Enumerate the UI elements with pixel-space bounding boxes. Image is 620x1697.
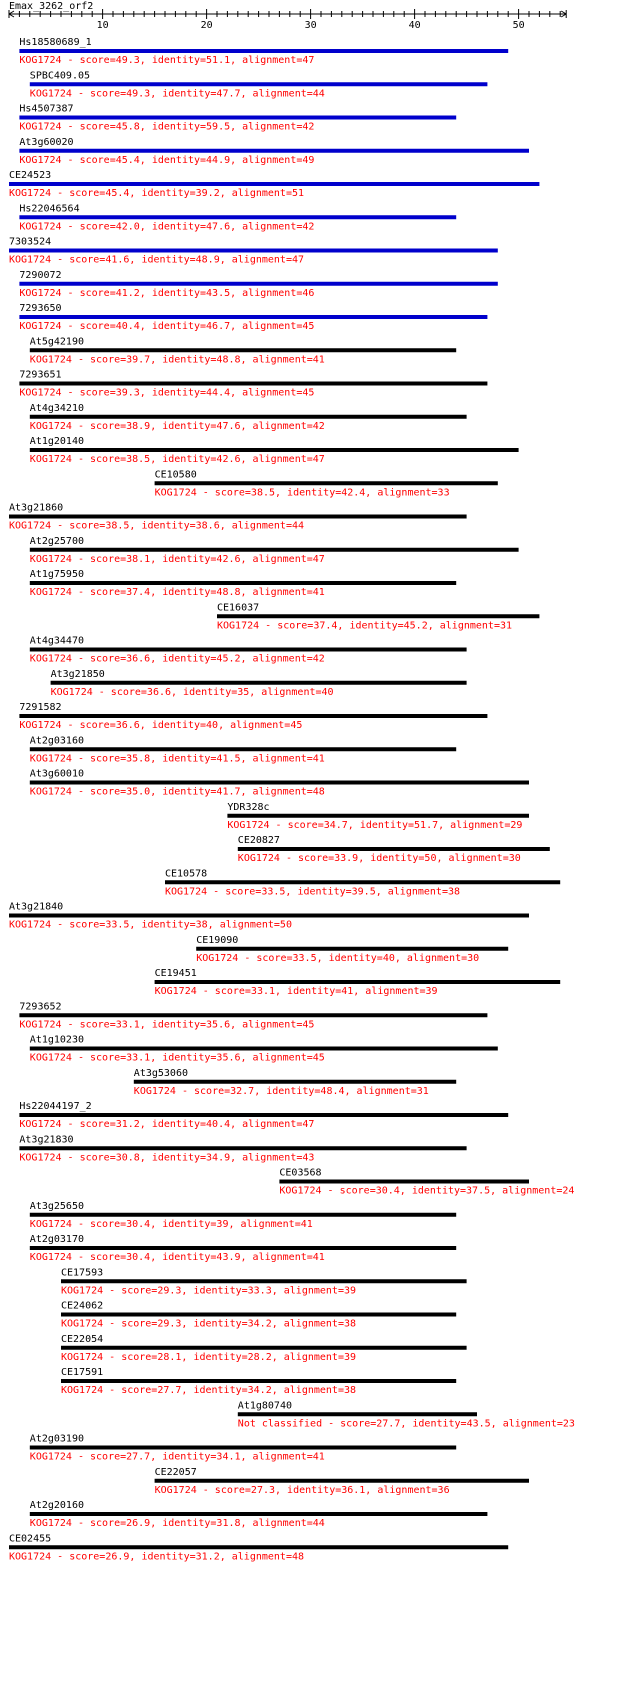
hit-bar [9, 182, 539, 186]
hit-bar [155, 980, 561, 984]
hit-name: SPBC409.05 [29, 70, 91, 82]
query-label: Emax_3262_orf2 [9, 1, 94, 12]
axis-tick-label: 10 [96, 20, 109, 31]
hit-row [30, 436, 519, 465]
hit-row [217, 602, 539, 631]
hit-description: KOG1724 - score=26.9, identity=31.8, alignment=44 [29, 1518, 325, 1529]
hit-name: 7293652 [19, 1001, 62, 1013]
hit-row [155, 968, 561, 997]
hit-bar [30, 581, 456, 585]
hit-name: At1g10230 [29, 1034, 84, 1046]
hit-name: CE17591 [61, 1367, 104, 1378]
hit-description: KOG1724 - score=49.3, identity=47.7, alignment=44 [29, 88, 325, 100]
hit-name: At4g34210 [29, 402, 84, 414]
axis-tick-label: 30 [304, 20, 317, 31]
hit-name: At1g20140 [29, 436, 84, 447]
hit-bar [19, 149, 529, 153]
hit-row [279, 1168, 574, 1197]
hit-description: KOG1724 - score=26.9, identity=31.2, alignment=48 [9, 1551, 305, 1563]
hit-name: CE22054 [61, 1333, 104, 1345]
hit-name: CE02455 [9, 1533, 52, 1545]
hit-description: KOG1724 - score=33.5, identity=40, alignment=30 [196, 952, 480, 964]
hit-row [61, 1367, 456, 1396]
axis-tick-label: 50 [512, 20, 525, 31]
hit-bar [19, 1013, 487, 1017]
hit-row [19, 137, 529, 166]
hit-row [238, 835, 550, 864]
hit-bar [9, 249, 498, 253]
hit-bar [30, 1446, 456, 1450]
hit-description: KOG1724 - score=45.8, identity=59.5, alignment=42 [19, 121, 315, 133]
hit-name: At3g21850 [50, 668, 105, 680]
hit-description: KOG1724 - score=39.3, identity=44.4, alignment=45 [19, 387, 315, 399]
hit-name: At5g42190 [29, 336, 84, 348]
hit-row [30, 569, 456, 598]
hit-bar [19, 315, 487, 319]
hit-name: 7293651 [19, 369, 62, 381]
hit-row [9, 170, 539, 199]
hit-row [30, 1035, 498, 1064]
hit-row [134, 1068, 456, 1097]
hit-row [9, 503, 467, 532]
hit-name: At3g25650 [29, 1200, 84, 1212]
hit-row [19, 104, 456, 133]
hit-description: KOG1724 - score=30.4, identity=39, alignment=41 [29, 1218, 313, 1230]
hit-description: KOG1724 - score=37.4, identity=48.8, alignment=41 [29, 587, 325, 598]
hit-bar [30, 648, 467, 652]
hit-name: 7290072 [19, 269, 62, 281]
hit-name: 7293650 [19, 303, 62, 314]
hit-name: At3g60010 [29, 768, 84, 780]
hit-name: At2g03160 [29, 735, 84, 747]
hit-description: KOG1724 - score=27.7, identity=34.1, alignment=41 [29, 1451, 325, 1463]
hit-description: Not classified - score=27.7, identity=43.5, alignment=23 [237, 1418, 575, 1430]
hit-name: At1g75950 [29, 569, 84, 580]
hit-row [19, 270, 497, 299]
hit-description: KOG1724 - score=38.5, identity=42.4, alignment=33 [154, 487, 450, 499]
hit-name: CE24523 [9, 170, 52, 181]
axis-tick-label: 20 [200, 20, 213, 31]
hit-row [30, 1500, 488, 1529]
hit-name: CE19090 [196, 934, 239, 946]
hit-bar [30, 448, 519, 452]
hit-name: At3g21840 [9, 901, 64, 913]
hit-row [30, 769, 529, 798]
hit-description: KOG1724 - score=38.9, identity=47.6, alignment=42 [29, 420, 325, 432]
hit-row [9, 1533, 508, 1562]
hit-description: KOG1724 - score=33.5, identity=39.5, alignment=38 [165, 886, 461, 898]
hit-description: KOG1724 - score=35.0, identity=41.7, alignment=48 [29, 786, 325, 798]
hit-name: At3g53060 [133, 1067, 188, 1079]
hit-description: KOG1724 - score=45.4, identity=44.9, alignment=49 [19, 154, 315, 166]
hit-bar [9, 914, 529, 918]
hit-description: KOG1724 - score=36.6, identity=40, alignment=45 [19, 720, 303, 731]
hit-row [9, 237, 498, 266]
hit-bar [30, 415, 467, 419]
hit-description: KOG1724 - score=30.4, identity=43.9, alignment=41 [29, 1252, 325, 1263]
hit-description: KOG1724 - score=27.3, identity=36.1, alignment=36 [154, 1484, 450, 1496]
hit-row [165, 868, 560, 897]
hit-row [9, 902, 529, 931]
hit-bar [19, 1146, 466, 1150]
hit-bar [30, 1047, 498, 1051]
hit-description: KOG1724 - score=34.7, identity=51.7, alignment=29 [227, 819, 523, 831]
hit-description: KOG1724 - score=29.3, identity=34.2, alignment=38 [61, 1318, 357, 1330]
hit-name: 7303524 [9, 236, 52, 248]
hit-bar [61, 1279, 467, 1283]
hit-name: CE24062 [61, 1300, 104, 1312]
hit-description: KOG1724 - score=38.5, identity=42.6, alignment=47 [29, 454, 325, 465]
hit-bar [30, 82, 488, 86]
hit-row [30, 735, 456, 764]
hit-name: CE19451 [154, 968, 197, 979]
hit-name: CE10578 [165, 868, 208, 880]
hit-name: CE22057 [154, 1466, 197, 1478]
hit-row [30, 403, 467, 432]
hit-row [30, 1201, 456, 1230]
hit-name: At2g25700 [29, 535, 84, 547]
hit-description: KOG1724 - score=33.1, identity=41, alignment=39 [154, 986, 438, 997]
hit-description: KOG1724 - score=36.6, identity=35, alignment=40 [50, 686, 334, 698]
hit-bar [30, 1213, 456, 1217]
hit-row [238, 1400, 575, 1429]
hit-bar [30, 1512, 488, 1516]
hit-bar [9, 515, 467, 519]
hit-bar [61, 1379, 456, 1383]
hit-name: 7291582 [19, 702, 62, 713]
hit-description: KOG1724 - score=38.5, identity=38.6, alignment=44 [9, 520, 305, 532]
hit-description: KOG1724 - score=30.4, identity=37.5, alignment=24 [279, 1185, 575, 1197]
hit-row [19, 303, 487, 332]
hit-description: KOG1724 - score=37.4, identity=45.2, alignment=31 [217, 620, 513, 632]
hit-name: At2g20160 [29, 1500, 84, 1511]
hit-bar [19, 282, 497, 286]
hit-description: KOG1724 - score=39.7, identity=48.8, alignment=41 [29, 354, 325, 366]
hit-bar [19, 714, 487, 718]
hit-bar [155, 481, 498, 485]
hit-name: Hs4507387 [19, 103, 74, 115]
hit-name: CE16037 [217, 602, 260, 614]
hit-description: KOG1724 - score=33.5, identity=38, alignment=50 [9, 919, 292, 931]
hit-row [155, 469, 498, 498]
hit-bar [165, 880, 560, 884]
hit-description: KOG1724 - score=36.6, identity=45.2, alignment=42 [29, 653, 325, 665]
hit-name: CE10580 [154, 469, 197, 481]
hit-name: CE17593 [61, 1267, 104, 1279]
hit-row [30, 1234, 456, 1263]
hit-description: KOG1724 - score=38.1, identity=42.6, alignment=47 [29, 553, 325, 565]
hit-row [19, 702, 487, 731]
hit-row [19, 1134, 466, 1163]
hit-bar [9, 1545, 508, 1549]
hit-bar [155, 1479, 529, 1483]
hit-bar [227, 814, 529, 818]
hit-bar [134, 1080, 456, 1084]
hit-name: At4g34470 [29, 635, 84, 647]
hit-description: KOG1724 - score=30.8, identity=34.9, alignment=43 [19, 1152, 315, 1164]
hit-bar [19, 116, 456, 120]
hit-row [19, 37, 508, 66]
hit-row [30, 536, 519, 565]
hit-bar [19, 215, 456, 219]
hit-description: KOG1724 - score=42.0, identity=47.6, alignment=42 [19, 221, 315, 233]
hit-description: KOG1724 - score=33.9, identity=50, alignment=30 [237, 853, 521, 864]
hit-description: KOG1724 - score=32.7, identity=48.4, alignment=31 [133, 1085, 429, 1097]
hit-bar [30, 781, 529, 785]
hit-description: KOG1724 - score=41.6, identity=48.9, alignment=47 [9, 254, 305, 266]
hit-bar [19, 49, 508, 53]
hit-row [19, 370, 487, 399]
hit-row [30, 70, 488, 99]
hit-row [19, 1101, 508, 1130]
hit-bar [30, 1246, 456, 1250]
hit-name: At2g03190 [29, 1433, 84, 1445]
axis [9, 9, 566, 31]
hit-row [30, 636, 467, 665]
hit-row [19, 203, 456, 232]
hit-bar [61, 1313, 456, 1317]
hit-bar [61, 1346, 467, 1350]
hit-bar [196, 947, 508, 951]
hit-row [227, 802, 529, 831]
hit-name: At3g21830 [19, 1134, 74, 1146]
hit-row [61, 1334, 467, 1363]
hit-bar [19, 1113, 508, 1117]
hit-bar [30, 548, 519, 552]
hit-description: KOG1724 - score=28.1, identity=28.2, alignment=39 [61, 1351, 357, 1363]
hit-name: At1g80740 [237, 1400, 292, 1412]
hit-description: KOG1724 - score=40.4, identity=46.7, alignment=45 [19, 321, 315, 332]
hit-name: Hs22046564 [19, 203, 80, 215]
hit-name: Hs18580689_1 [19, 37, 92, 48]
hit-bar [19, 382, 487, 386]
hit-name: CE03568 [279, 1167, 322, 1179]
hit-row [196, 935, 508, 964]
hit-bar [217, 614, 539, 618]
hit-description: KOG1724 - score=31.2, identity=40.4, alignment=47 [19, 1119, 315, 1130]
hit-name: CE20827 [237, 835, 280, 846]
hit-bar [279, 1180, 529, 1184]
hit-description: KOG1724 - score=49.3, identity=51.1, alignment=47 [19, 55, 315, 66]
hit-name: At3g60020 [19, 136, 74, 148]
hit-description: KOG1724 - score=29.3, identity=33.3, alignment=39 [61, 1285, 357, 1297]
hit-description: KOG1724 - score=45.4, identity=39.2, alignment=51 [9, 188, 305, 199]
hit-description: KOG1724 - score=27.7, identity=34.2, alignment=38 [61, 1385, 357, 1396]
hit-row [61, 1301, 456, 1330]
hit-row [51, 669, 467, 698]
hit-description: KOG1724 - score=33.1, identity=35.6, alignment=45 [19, 1019, 315, 1031]
hit-name: YDR328c [227, 801, 270, 813]
hit-name: At3g21860 [9, 502, 64, 514]
hit-row [30, 336, 456, 365]
hit-bar [238, 847, 550, 851]
hit-description: KOG1724 - score=33.1, identity=35.6, alignment=45 [29, 1052, 325, 1064]
hit-name: At2g03170 [29, 1234, 84, 1245]
hit-description: KOG1724 - score=41.2, identity=43.5, alignment=46 [19, 287, 315, 299]
hit-row [19, 1001, 487, 1030]
axis-tick-label: 40 [408, 20, 421, 31]
hit-row [155, 1467, 529, 1496]
hit-bar [238, 1412, 477, 1416]
hit-description: KOG1724 - score=35.8, identity=41.5, alignment=41 [29, 753, 325, 765]
hit-row [30, 1434, 456, 1463]
hit-bar [30, 348, 456, 352]
hit-bar [51, 681, 467, 685]
hits [9, 37, 575, 1562]
hit-name: Hs22044197_2 [19, 1101, 92, 1112]
hit-bar [30, 747, 456, 751]
hit-row [61, 1267, 467, 1296]
